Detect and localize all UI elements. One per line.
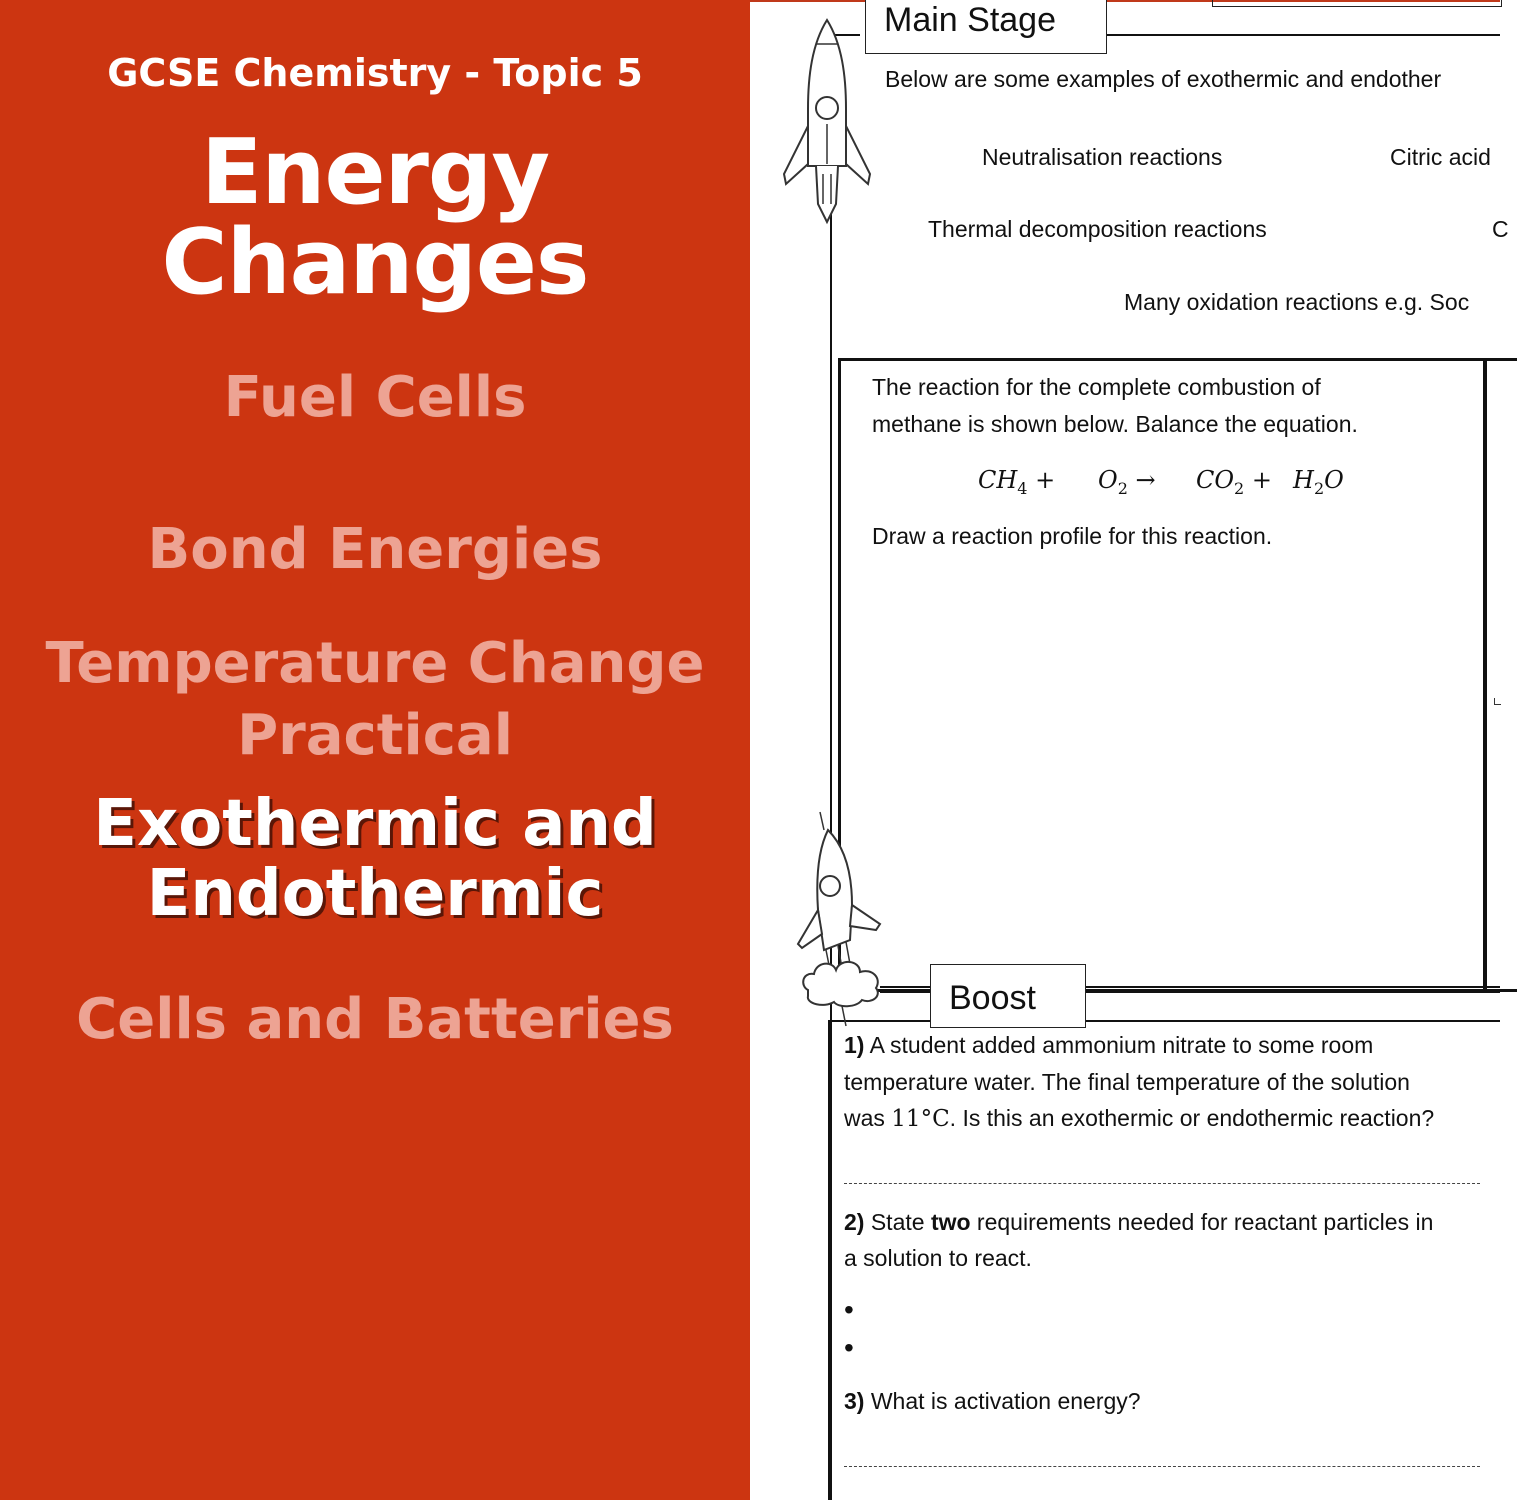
boost-tab bbox=[930, 964, 1086, 1028]
boost-heading: Boost bbox=[949, 979, 1036, 1017]
example-oxidation: Many oxidation reactions e.g. Soc bbox=[1124, 289, 1470, 315]
topic-cells-and-batteries: Cells and Batteries bbox=[76, 987, 674, 1052]
equation-product-water: $H_2O$ bbox=[1293, 466, 1344, 498]
equation-product-co2: $CO_2$ + bbox=[1196, 466, 1272, 498]
worksheet-preview bbox=[750, 0, 1509, 1500]
answer-line-1[interactable] bbox=[844, 1183, 1480, 1184]
rocket-icon bbox=[778, 14, 876, 230]
rocket-launch-icon bbox=[794, 810, 894, 1030]
cut-off-mark bbox=[1494, 698, 1501, 705]
main-stage-tab bbox=[865, 0, 1107, 54]
boost-box-top bbox=[828, 1020, 1500, 1022]
question-2-line-2: a solution to react. bbox=[844, 1245, 1032, 1271]
equation-reactant-methane: $CH_4$ + bbox=[978, 466, 1056, 498]
separator-line bbox=[1086, 991, 1500, 993]
example-cut-off: C bbox=[1492, 216, 1509, 242]
title-panel bbox=[0, 0, 750, 1500]
topic-fuel-cells: Fuel Cells bbox=[223, 365, 527, 430]
bullet-2: • bbox=[844, 1332, 854, 1363]
topic-practical: Practical bbox=[237, 703, 513, 768]
example-thermal-decomposition: Thermal decomposition reactions bbox=[928, 216, 1267, 242]
bullet-1: • bbox=[844, 1294, 854, 1325]
combustion-line-1: The reaction for the complete combustion of bbox=[872, 374, 1321, 400]
question-2-line-1: 2) State two requirements needed for reactant particles in bbox=[844, 1209, 1434, 1235]
boost-box-left bbox=[828, 1020, 830, 1500]
separator-line bbox=[1086, 986, 1500, 988]
combustion-question-box bbox=[838, 358, 1486, 992]
course-subtitle: GCSE Chemistry - Topic 5 bbox=[107, 51, 643, 95]
equation-reactant-oxygen: $O_2$ → bbox=[1098, 466, 1156, 498]
frame-left-line bbox=[830, 34, 832, 1500]
frame-top-tab bbox=[1212, 0, 1502, 7]
reaction-profile-prompt: Draw a reaction profile for this reaction. bbox=[872, 523, 1273, 549]
page-title: Energy Changes bbox=[161, 120, 589, 315]
topic-endothermic-active: Endothermic bbox=[146, 857, 604, 931]
question-1-line-1: 1) A student added ammonium nitrate to some room bbox=[844, 1032, 1374, 1058]
adjacent-box-edge bbox=[1484, 358, 1517, 992]
question-3: 3) What is activation energy? bbox=[844, 1388, 1141, 1414]
main-stage-heading: Main Stage bbox=[884, 1, 1056, 39]
question-1-line-3: was 11°C. Is this an exothermic or endothermic reaction? bbox=[844, 1105, 1435, 1132]
topic-bond-energies: Bond Energies bbox=[147, 517, 603, 582]
answer-line-3[interactable] bbox=[844, 1466, 1480, 1467]
frame-line bbox=[1106, 34, 1500, 36]
topic-temperature-change: Temperature Change bbox=[45, 631, 705, 696]
topic-exothermic-active: Exothermic and bbox=[93, 787, 657, 861]
combustion-line-2: methane is shown below. Balance the equation. bbox=[872, 411, 1358, 437]
example-neutralisation: Neutralisation reactions bbox=[982, 144, 1223, 170]
example-citric-acid: Citric acid bbox=[1390, 144, 1491, 170]
intro-text: Below are some examples of exothermic and endother bbox=[885, 66, 1442, 92]
question-1-line-2: temperature water. The final temperature of the solution bbox=[844, 1069, 1410, 1095]
